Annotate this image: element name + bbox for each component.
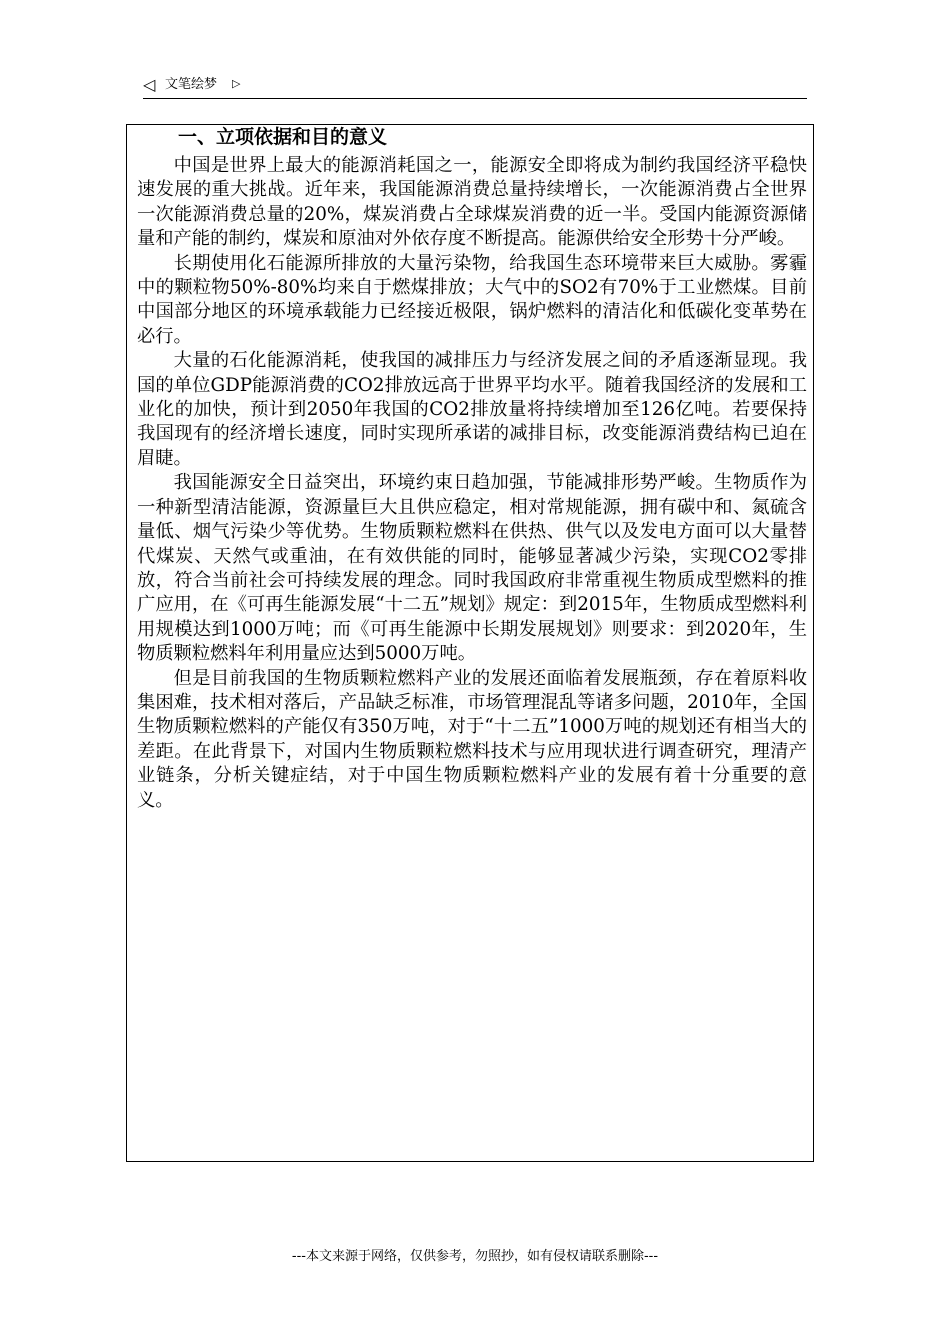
page-footer: ---本文来源于网络，仅供参考，勿照抄，如有侵权请联系删除---: [291, 1249, 659, 1264]
paragraph: 中国是世界上最大的能源消耗国之一，能源安全即将成为制约我国经济平稳快速发展的重大挑战。近年来，我国能源消费总量持续增长，一次能源消费占全世界一次能源消费总量的20%，煤炭消费占全球煤炭消费的近一半。受国内能源资源储量和产能的制约，煤炭和原油对外依存度不断提高。能源供给安全形势十分严峻。: [137, 155, 807, 250]
triangle-left-icon: ◁: [143, 75, 156, 94]
paragraph: 长期使用化石能源所排放的大量污染物，给我国生态环境带来巨大威胁。雾霾中的颗粒物50%-80%均来自于燃煤排放；大气中的SO2有70%于工业燃煤。目前中国部分地区的环境承载能力已经接近极限，锅炉燃料的清洁化和低碳化变革势在必行。: [137, 252, 807, 347]
paragraph: 我国能源安全日益突出，环境约束日趋加强，节能减排形势严峻。生物质作为一种新型清洁能源，资源量巨大且供应稳定，相对常规能源，拥有碳中和、氮硫含量低、烟气污染少等优势。生物质颗粒燃料在供热、供气以及发电方面可以大量替代煤炭、天然气或重油，在有效供能的同时，能够显著减少污染，实现CO2零排放，符合当前社会可持续发展的理念。同时我国政府非常重视生物质成型燃料的推广应用，在《可再生能源发展“十二五”规划》规定：到2015年，生物质成型燃料利用规模达到1000万吨；而《可再生能源中长期发展规划》则要求：到2020年，生物质颗粒燃料年利用量应达到5000万吨。: [137, 472, 807, 665]
paragraph: 大量的石化能源消耗，使我国的减排压力与经济发展之间的矛盾逐渐显现。我国的单位GDP能源消费的CO2排放远高于世界平均水平。随着我国经济的发展和工业化的加快，预计到2050年我国的CO2排放量将持续增加至126亿吨。若要保持我国现有的经济增长速度，同时实现所承诺的减排目标，改变能源消费结构已迫在眉睫。: [137, 350, 807, 469]
section-title: 一、立项依据和目的意义: [178, 126, 388, 148]
page-header: [143, 76, 807, 99]
header-brand: 文笔绘梦: [165, 77, 218, 92]
section-body: [137, 154, 807, 813]
triangle-right-icon: ▷: [232, 77, 241, 90]
paragraph: 但是目前我国的生物质颗粒燃料产业的发展还面临着发展瓶颈，存在着原料收集困难，技术相对落后，产品缺乏标准，市场管理混乱等诸多问题，2010年，全国生物质颗粒燃料的产能仅有350万吨，对于“十二五”1000万吨的规划还有相当大的差距。在此背景下，对国内生物质颗粒燃料技术与应用现状进行调查研究，理清产业链条，分析关键症结，对于中国生物质颗粒燃料产业的发展有着十分重要的意义。: [137, 667, 807, 811]
